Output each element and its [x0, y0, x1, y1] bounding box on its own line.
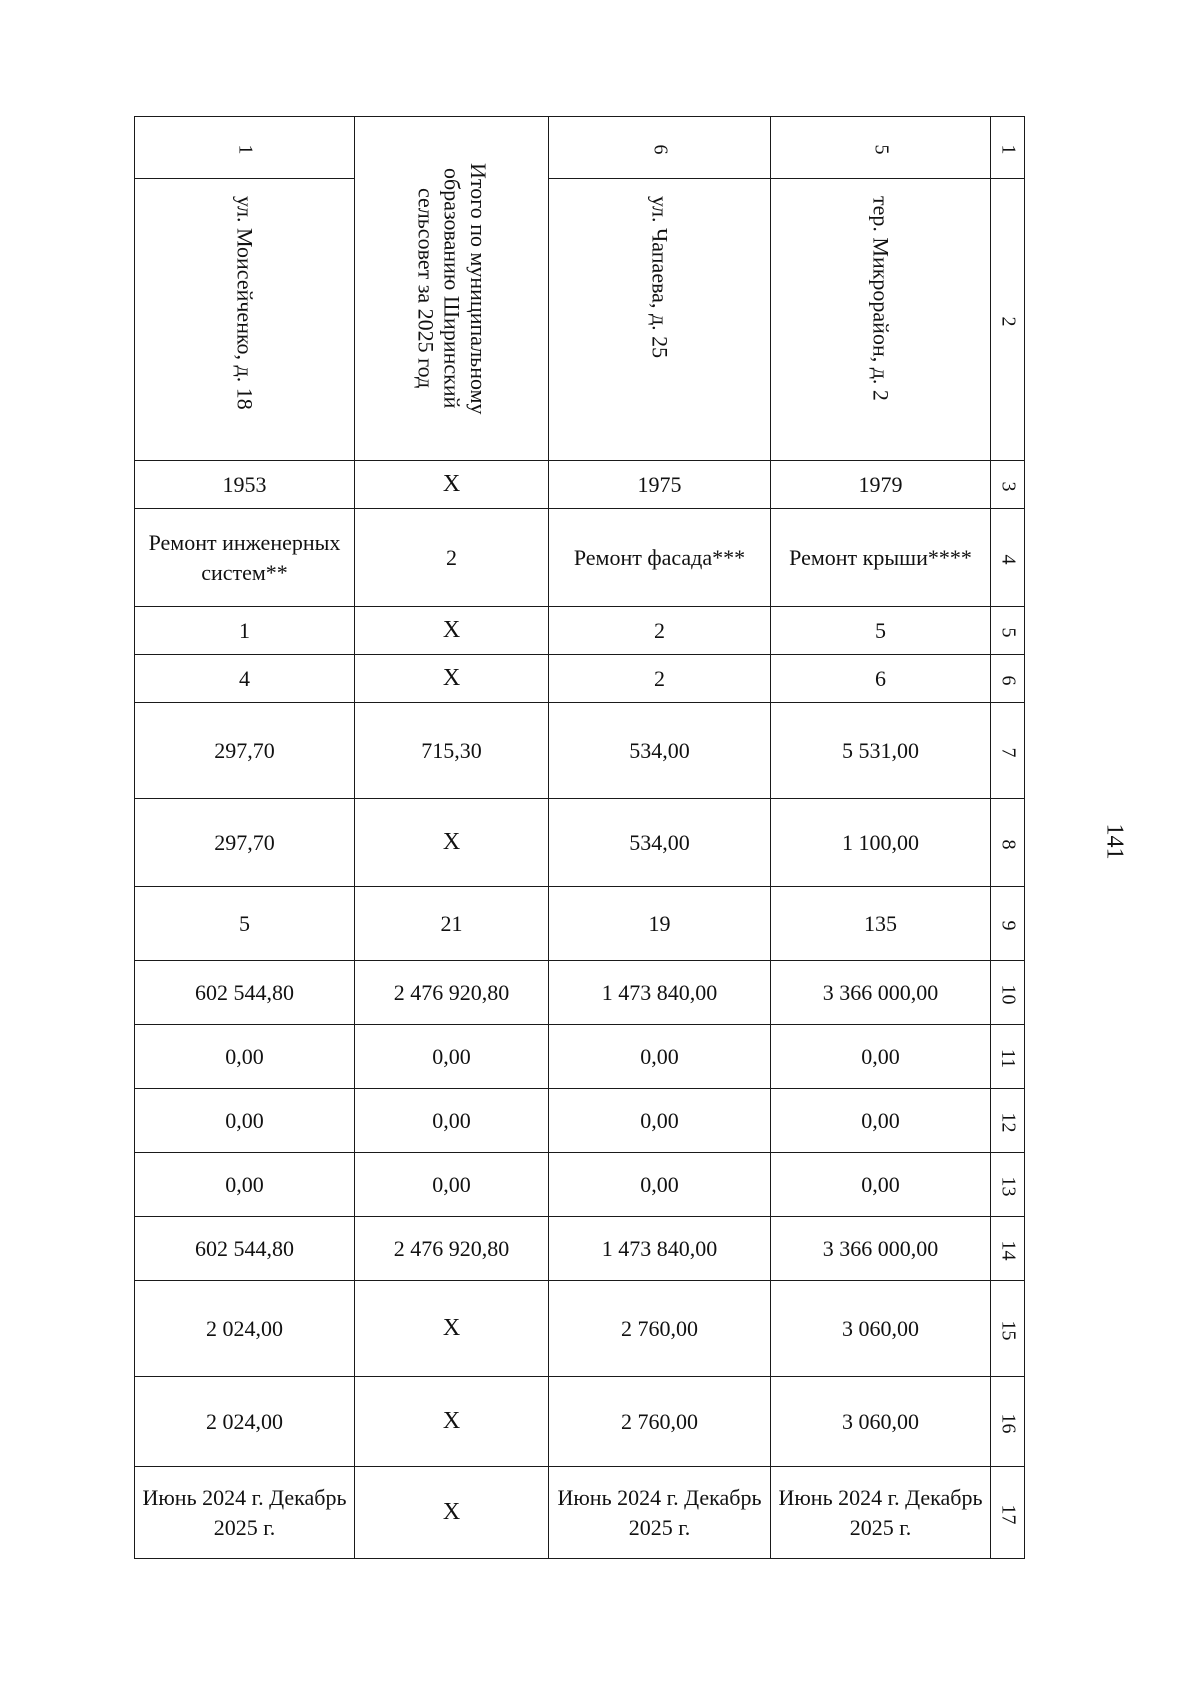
page-number: 141 — [1101, 823, 1128, 860]
cell-value: 0,00 — [549, 1025, 771, 1089]
row-number-label: 6 — [997, 675, 1019, 685]
row-16 — [135, 1377, 1025, 1467]
cell-value: X — [355, 1281, 549, 1377]
cell-value: 3 060,00 — [771, 1281, 991, 1377]
row-5 — [135, 607, 1025, 655]
cell-period: Июнь 2024 г. Декабрь 2025 г. — [135, 1467, 355, 1559]
cell-address — [771, 179, 991, 461]
row-13 — [135, 1153, 1025, 1217]
cell-year: 1953 — [135, 461, 355, 509]
cell-value: 2 760,00 — [549, 1377, 771, 1467]
total-label: Итого по муниципальному образованию Ширинский сельсовет за 2025 год — [413, 162, 492, 415]
cell-no — [135, 117, 355, 179]
row-number — [991, 961, 1025, 1025]
row-number — [991, 509, 1025, 607]
cell-value: 0,00 — [771, 1089, 991, 1153]
row-number-label: 5 — [997, 627, 1019, 637]
cell-value: X — [355, 799, 549, 887]
address-text: тер. Микрорайон, д. 2 — [868, 195, 894, 401]
row-number-label: 7 — [997, 747, 1019, 757]
row-number — [991, 799, 1025, 887]
cell-value: 2 476 920,80 — [355, 1217, 549, 1281]
row-number-label: 13 — [997, 1176, 1019, 1196]
cell-value: 0,00 — [355, 1153, 549, 1217]
cell-value: 21 — [355, 887, 549, 961]
row-number — [991, 117, 1025, 179]
row-6 — [135, 655, 1025, 703]
cell-period: Июнь 2024 г. Декабрь 2025 г. — [771, 1467, 991, 1559]
cell-value: 0,00 — [549, 1153, 771, 1217]
row-1 — [135, 117, 1025, 179]
row-9 — [135, 887, 1025, 961]
cell-value: 0,00 — [135, 1153, 355, 1217]
cell-value: 602 544,80 — [135, 1217, 355, 1281]
row-number-label: 11 — [996, 1048, 1019, 1068]
row-number-label: 17 — [997, 1504, 1019, 1524]
row-4 — [135, 509, 1025, 607]
row-no-value: 6 — [649, 144, 671, 154]
row-number — [991, 1217, 1025, 1281]
row-number — [991, 179, 1025, 461]
row-number-label: 3 — [997, 481, 1019, 491]
row-17 — [135, 1467, 1025, 1559]
cell-value: 3 060,00 — [771, 1377, 991, 1467]
cell-work-type: Ремонт фасада*** — [549, 509, 771, 607]
cell-year: 1975 — [549, 461, 771, 509]
cell-value: 4 — [135, 655, 355, 703]
housing-repair-table — [134, 116, 1025, 1559]
row-12 — [135, 1089, 1025, 1153]
row-number-label: 12 — [997, 1112, 1019, 1132]
cell-value: 0,00 — [135, 1025, 355, 1089]
cell-value: 534,00 — [549, 799, 771, 887]
cell-value: X — [355, 655, 549, 703]
cell-work-type: Ремонт крыши**** — [771, 509, 991, 607]
row-number-label: 2 — [997, 316, 1019, 326]
cell-value: 1 — [135, 607, 355, 655]
row-number-label: 9 — [997, 920, 1019, 930]
row-number — [991, 1153, 1025, 1217]
cell-value: 135 — [771, 887, 991, 961]
row-no-value: 5 — [870, 144, 892, 154]
row-number — [991, 1089, 1025, 1153]
cell-value: 6 — [771, 655, 991, 703]
cell-value: 297,70 — [135, 799, 355, 887]
row-number — [991, 703, 1025, 799]
row-number — [991, 607, 1025, 655]
cell-value: 0,00 — [771, 1153, 991, 1217]
row-2 — [135, 179, 1025, 461]
address-text: ул. Моисейченко, д. 18 — [232, 195, 258, 410]
cell-value: 2 — [549, 655, 771, 703]
cell-value: 0,00 — [771, 1025, 991, 1089]
cell-value: 715,30 — [355, 703, 549, 799]
row-14 — [135, 1217, 1025, 1281]
row-15 — [135, 1281, 1025, 1377]
row-10 — [135, 961, 1025, 1025]
cell-value: 19 — [549, 887, 771, 961]
row-number — [991, 1467, 1025, 1559]
cell-value: 2 024,00 — [135, 1281, 355, 1377]
row-number-label: 15 — [997, 1320, 1019, 1340]
cell-value: 2 476 920,80 — [355, 961, 549, 1025]
row-3 — [135, 461, 1025, 509]
row-number — [991, 655, 1025, 703]
cell-address — [135, 179, 355, 461]
cell-value: 0,00 — [549, 1089, 771, 1153]
cell-total-label — [355, 117, 549, 461]
cell-work-type: Ремонт инженерных систем** — [135, 509, 355, 607]
cell-value: 1 100,00 — [771, 799, 991, 887]
row-7 — [135, 703, 1025, 799]
cell-value: 5 531,00 — [771, 703, 991, 799]
cell-value: X — [355, 607, 549, 655]
row-number — [991, 1377, 1025, 1467]
row-8 — [135, 799, 1025, 887]
row-number-label: 16 — [997, 1413, 1019, 1433]
cell-year: 1979 — [771, 461, 991, 509]
cell-value: 0,00 — [355, 1025, 549, 1089]
cell-value: 3 366 000,00 — [771, 961, 991, 1025]
cell-value: 2 024,00 — [135, 1377, 355, 1467]
cell-value: X — [355, 1377, 549, 1467]
cell-value: 5 — [771, 607, 991, 655]
cell-value: 0,00 — [135, 1089, 355, 1153]
row-number-label: 1 — [997, 144, 1019, 154]
cell-value: 534,00 — [549, 703, 771, 799]
cell-value: 5 — [135, 887, 355, 961]
row-no-value: 1 — [234, 144, 256, 154]
cell-value: 1 473 840,00 — [549, 1217, 771, 1281]
address-text: ул. Чапаева, д. 25 — [647, 195, 673, 358]
row-number — [991, 461, 1025, 509]
cell-value: 602 544,80 — [135, 961, 355, 1025]
row-number-label: 10 — [997, 984, 1019, 1004]
row-number — [991, 1025, 1025, 1089]
cell-year: X — [355, 461, 549, 509]
row-number-label: 4 — [997, 554, 1019, 564]
cell-value: 0,00 — [355, 1089, 549, 1153]
row-number — [991, 887, 1025, 961]
row-number — [991, 1281, 1025, 1377]
cell-value: 297,70 — [135, 703, 355, 799]
cell-work-type: 2 — [355, 509, 549, 607]
cell-period: Июнь 2024 г. Декабрь 2025 г. — [549, 1467, 771, 1559]
cell-value: 3 366 000,00 — [771, 1217, 991, 1281]
cell-address — [549, 179, 771, 461]
row-11 — [135, 1025, 1025, 1089]
cell-value: 2 760,00 — [549, 1281, 771, 1377]
cell-value: 1 473 840,00 — [549, 961, 771, 1025]
row-number-label: 14 — [997, 1240, 1019, 1260]
row-number-label: 8 — [997, 839, 1019, 849]
cell-value: 2 — [549, 607, 771, 655]
cell-no — [771, 117, 991, 179]
cell-period: X — [355, 1467, 549, 1559]
cell-no — [549, 117, 771, 179]
